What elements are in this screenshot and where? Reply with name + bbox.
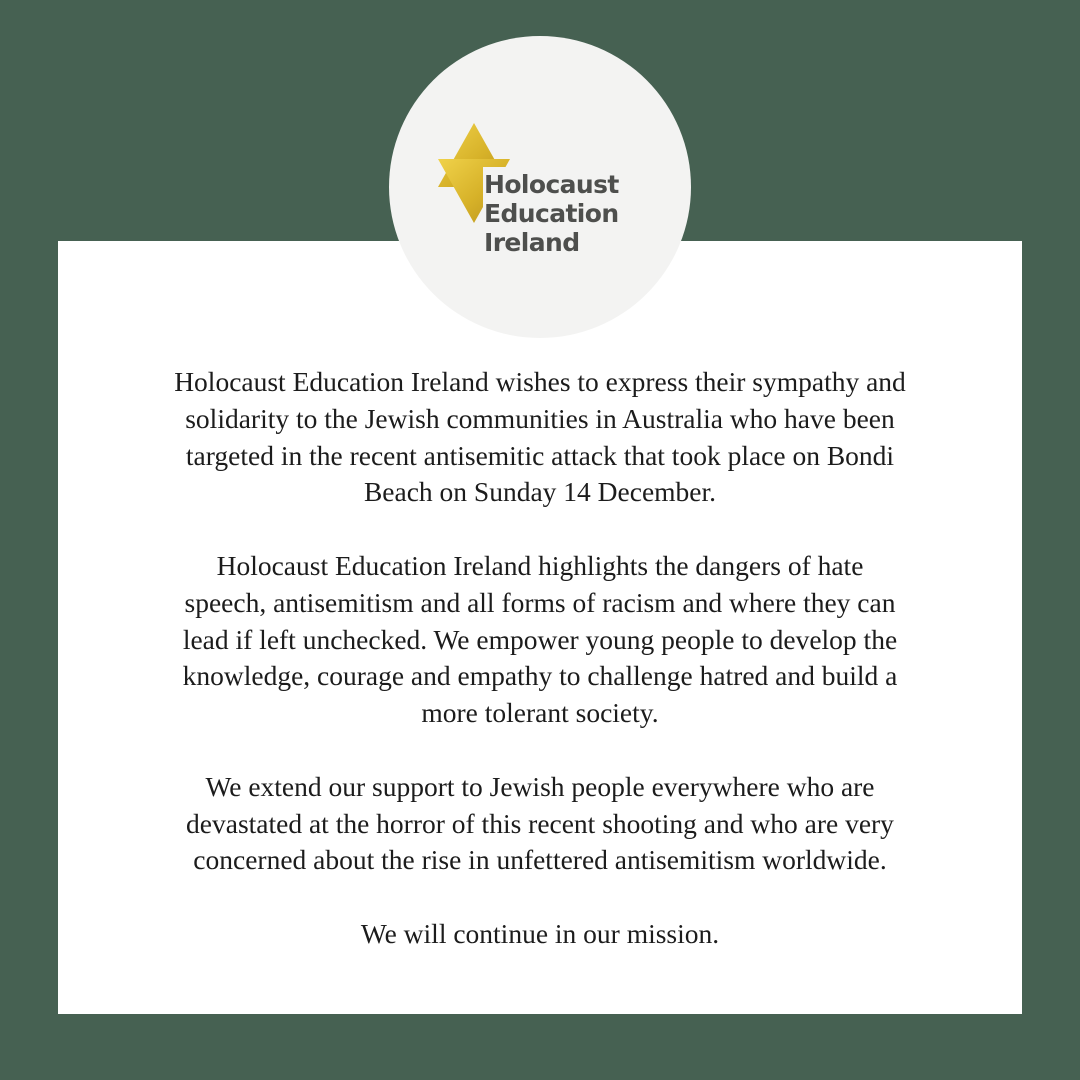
text-line: lead if left unchecked. We empower young people to develop the <box>182 623 898 655</box>
logo-badge <box>389 36 691 338</box>
paragraph-dangers <box>0 548 1080 732</box>
text-line: knowledge, courage and empathy to challenge hatred and build a <box>182 660 898 692</box>
text-line: more tolerant society. <box>421 697 659 729</box>
logo-line-3: Ireland <box>484 228 580 256</box>
logo-wordmark <box>484 170 684 256</box>
text-line: devastated at the horror of this recent shooting and who are very <box>186 807 894 839</box>
text-line: targeted in the recent antisemitic attack that took place on Bondi <box>185 439 895 471</box>
paragraph-mission <box>0 916 1080 953</box>
text-line: speech, antisemitism and all forms of racism and where they can <box>184 586 896 618</box>
text-line: concerned about the rise in unfettered antisemitism worldwide. <box>193 844 887 876</box>
paragraph-sympathy <box>0 364 1080 511</box>
statement-text <box>0 364 1080 953</box>
text-line: solidarity to the Jewish communities in Australia who have been <box>185 402 895 434</box>
paragraph-support <box>0 769 1080 879</box>
text-line: We extend our support to Jewish people everywhere who are <box>205 770 875 802</box>
logo-line-1: Holocaust <box>484 170 619 199</box>
text-line: Holocaust Education Ireland wishes to express their sympathy and <box>174 366 906 397</box>
text-line: Beach on Sunday 14 December. <box>363 476 717 508</box>
text-line: Holocaust Education Ireland highlights the dangers of hate <box>216 549 864 581</box>
text-line: We will continue in our mission. <box>360 917 720 949</box>
logo-line-2: Education <box>484 199 619 228</box>
